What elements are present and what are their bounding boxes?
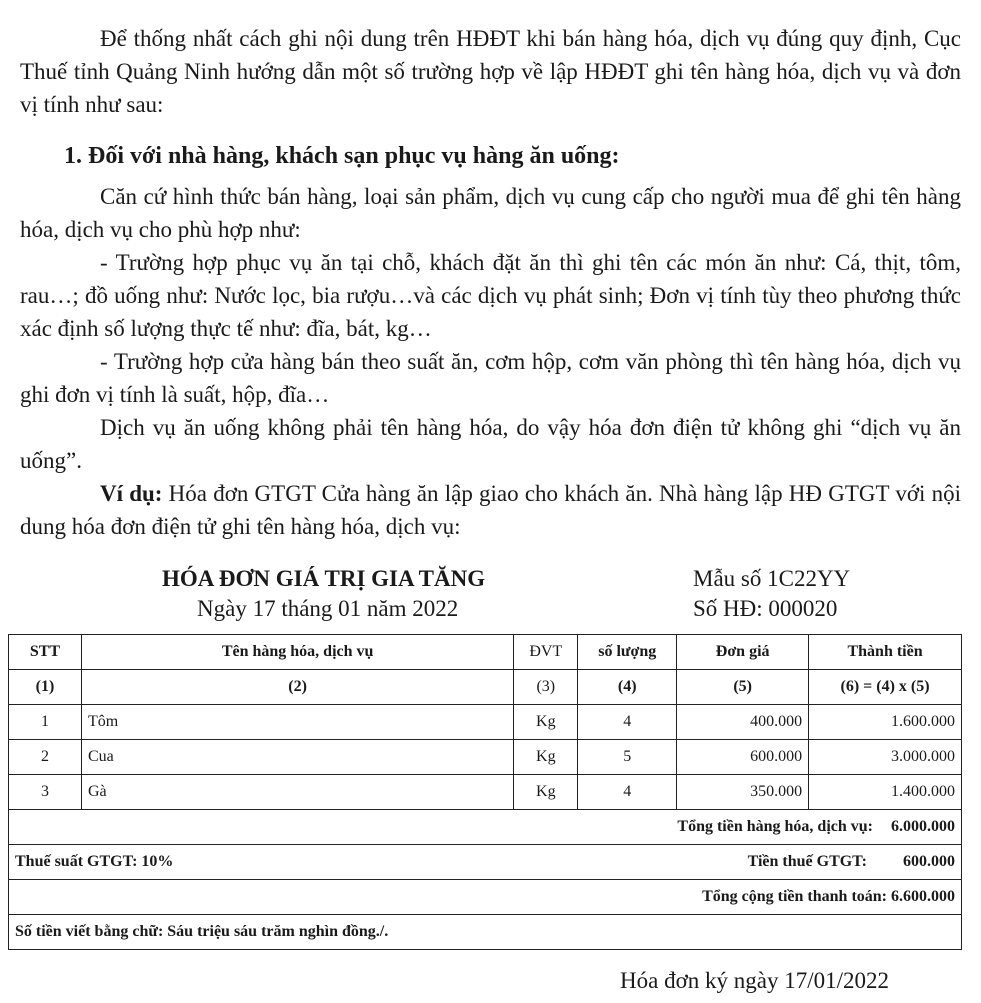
table-header-row — [9, 635, 962, 670]
row-amount: 3.000.000 — [809, 740, 962, 775]
vat-value: 600.000 — [903, 853, 955, 870]
subtotal-label: Tổng tiền hàng hóa, dịch vụ: — [677, 818, 873, 835]
header-amount: Thành tiền — [809, 635, 962, 670]
signed-date: Hóa đơn ký ngày 17/01/2022 — [620, 968, 889, 993]
invoice-form-number: Mẫu số 1C22YY — [693, 566, 851, 591]
code-6: (6) = (4) x (5) — [809, 670, 962, 705]
invoice-table — [8, 634, 962, 950]
row-name: Cua — [81, 740, 513, 775]
header-unit: ĐVT — [514, 635, 578, 670]
invoice-number: Số HĐ: 000020 — [693, 596, 838, 621]
vat-rate: Thuế suất GTGT: 10% — [15, 853, 174, 870]
header-price: Đơn giá — [677, 635, 809, 670]
row-stt: 1 — [9, 705, 82, 740]
row-amount: 1.400.000 — [809, 775, 962, 810]
subtotal-value: 6.000.000 — [891, 818, 955, 835]
example-label: Ví dụ: — [100, 481, 163, 506]
row-name: Gà — [81, 775, 513, 810]
row-unit: Kg — [514, 705, 578, 740]
header-quantity: số lượng — [578, 635, 677, 670]
example-text: Hóa đơn GTGT Cửa hàng ăn lập giao cho khách ăn. Nhà hàng lập HĐ GTGT với nội dung hóa đơn điện tử ghi tên hàng hóa, dịch vụ: — [20, 481, 961, 539]
section-heading: 1. Đối với nhà hàng, khách sạn phục vụ hàng ăn uống: — [64, 143, 620, 169]
row-price: 600.000 — [677, 740, 809, 775]
vat-row — [9, 845, 962, 880]
total-value: 6.600.000 — [891, 888, 955, 905]
row-quantity: 4 — [578, 705, 677, 740]
code-2: (2) — [81, 670, 513, 705]
row-price: 350.000 — [677, 775, 809, 810]
row-quantity: 4 — [578, 775, 677, 810]
row-quantity: 5 — [578, 740, 677, 775]
header-name: Tên hàng hóa, dịch vụ — [81, 635, 513, 670]
row-stt: 2 — [9, 740, 82, 775]
code-3: (3) — [514, 670, 578, 705]
code-1: (1) — [9, 670, 82, 705]
code-4: (4) — [578, 670, 677, 705]
invoice-date: Ngày 17 tháng 01 năm 2022 — [197, 596, 459, 621]
row-name: Tôm — [81, 705, 513, 740]
in-words-row — [9, 915, 962, 950]
table-row — [9, 705, 962, 740]
row-price: 400.000 — [677, 705, 809, 740]
total-row — [9, 880, 962, 915]
intro-paragraph: Để thống nhất cách ghi nội dung trên HĐĐT khi bán hàng hóa, dịch vụ đúng quy định, Cục Thuế tỉnh Quảng Ninh hướng dẫn một số trường hợp về lập HĐĐT ghi tên hàng hóa, dịch vụ và đơn vị tính như sau: — [20, 26, 961, 117]
header-stt: STT — [9, 635, 82, 670]
table-code-row — [9, 670, 962, 705]
subtotal-row — [9, 810, 962, 845]
vat-label: Tiền thuế GTGT: — [747, 853, 867, 870]
note-paragraph: Dịch vụ ăn uống không phải tên hàng hóa, do vậy hóa đơn điện tử không ghi “dịch vụ ăn uống”. — [20, 415, 961, 473]
table-row — [9, 775, 962, 810]
row-unit: Kg — [514, 775, 578, 810]
invoice-title: HÓA ĐƠN GIÁ TRỊ GIA TĂNG — [162, 566, 486, 591]
amount-in-words: Số tiền viết bằng chữ: Sáu triệu sáu trăm nghìn đồng./. — [9, 915, 962, 950]
row-unit: Kg — [514, 740, 578, 775]
case2-paragraph: - Trường hợp cửa hàng bán theo suất ăn, cơm hộp, cơm văn phòng thì tên hàng hóa, dịch vụ ghi đơn vị tính là suất, hộp, đĩa… — [20, 349, 961, 407]
example-paragraph — [20, 477, 961, 543]
code-5: (5) — [677, 670, 809, 705]
row-amount: 1.600.000 — [809, 705, 962, 740]
row-stt: 3 — [9, 775, 82, 810]
basis-paragraph: Căn cứ hình thức bán hàng, loại sản phẩm, dịch vụ cung cấp cho người mua để ghi tên hàng hóa, dịch vụ cho phù hợp như: — [20, 184, 961, 242]
table-row — [9, 740, 962, 775]
total-label: Tổng cộng tiền thanh toán: — [702, 888, 887, 905]
case1-paragraph: - Trường hợp phục vụ ăn tại chỗ, khách đặt ăn thì ghi tên các món ăn như: Cá, thịt, tôm, rau…; đồ uống như: Nước lọc, bia rượu…và các dịch vụ phát sinh; Đơn vị tính tùy theo phương thức xác định số lượng thực tế như: đĩa, bát, kg… — [20, 250, 961, 341]
